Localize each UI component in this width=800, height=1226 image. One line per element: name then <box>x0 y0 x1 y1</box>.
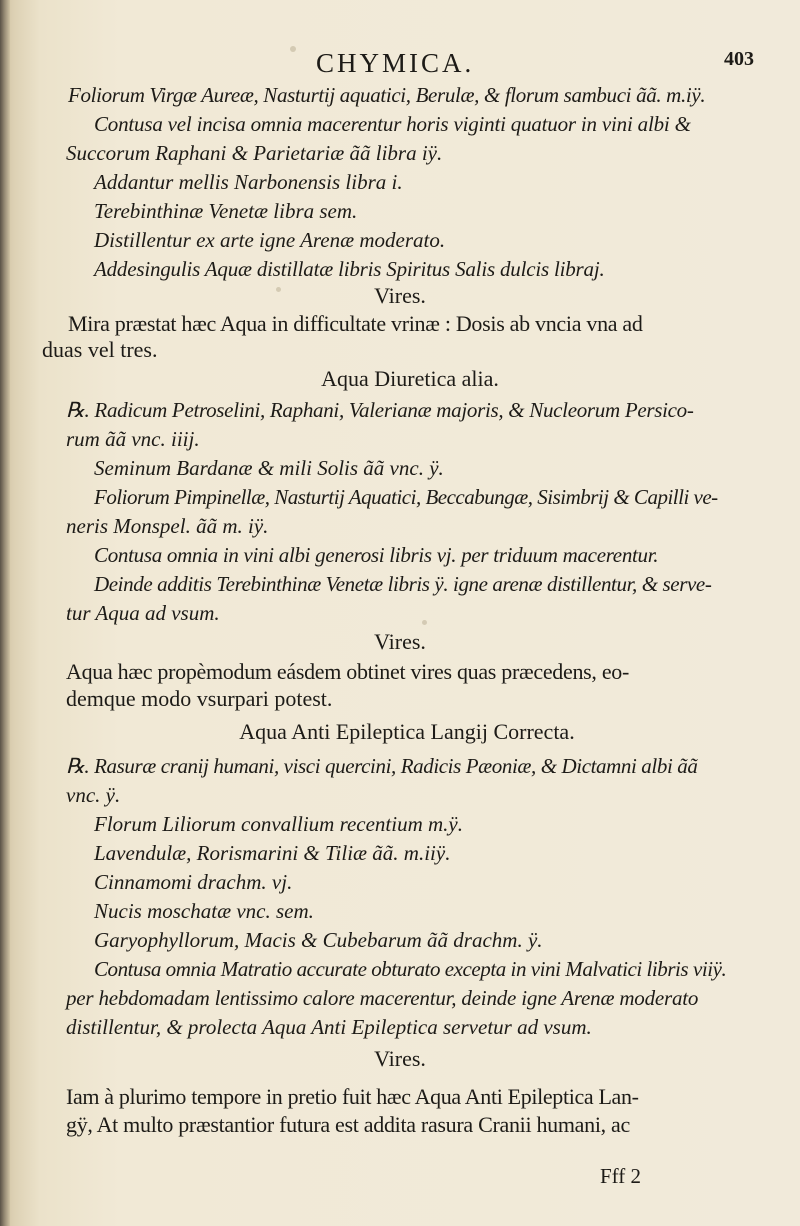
recipe-title: Aqua Diuretica alia. <box>321 366 499 391</box>
recipe3-line: Lavendulæ, Rorismarini & Tiliæ ãã. m.iiÿ. <box>94 841 451 865</box>
recipe2-line: neris Monspel. ãã m. iÿ. <box>66 514 269 538</box>
recipe1-line: Contusa vel incisa omnia macerentur horis viginti quatuor in vini albi & <box>94 112 691 136</box>
recipe2-line: ℞. Radicum Petroselini, Raphani, Valerianæ majoris, & Nucleorum Persico- <box>66 398 694 422</box>
page-number: 403 <box>724 48 754 70</box>
recipe1-line: Addesingulis Aquæ distillatæ libris Spiritus Salis dulcis libraj. <box>94 257 605 281</box>
recipe3-line: Nucis moschatæ vnc. sem. <box>94 899 314 923</box>
recipe1-line: Succorum Raphani & Parietariæ ãã libra iÿ. <box>66 141 443 165</box>
recipe3-line: distillentur, & prolecta Aqua Anti Epileptica servetur ad vsum. <box>66 1015 592 1039</box>
vires-text: Aqua hæc propèmodum eásdem obtinet vires quas præcedens, eo- <box>66 659 630 684</box>
recipe2-line: tur Aqua ad vsum. <box>66 601 220 625</box>
vires-text: demque modo vsurpari potest. <box>66 686 333 711</box>
vires-text: duas vel tres. <box>42 337 158 362</box>
vires-text: gÿ, At multo præstantior futura est addita rasura Cranii humani, ac <box>66 1112 630 1137</box>
vires-text: Iam à plurimo tempore in pretio fuit hæc Aqua Anti Epileptica Lan- <box>66 1084 639 1109</box>
vires-text: Mira præstat hæc Aqua in difficultate vrinæ : Dosis ab vncia vna ad <box>68 311 643 336</box>
vires-heading: Vires. <box>374 629 426 654</box>
recipe3-line: Contusa omnia Matratio accurate obturato excepta in vini Malvatici libris viiÿ. <box>94 957 727 981</box>
recipe3-line: vnc. ÿ. <box>66 783 121 807</box>
recipe3-line: Garyophyllorum, Macis & Cubebarum ãã drachm. ÿ. <box>94 928 543 952</box>
recipe2-line: Foliorum Pimpinellæ, Nasturtij Aquatici, Beccabungæ, Sisimbrij & Capilli ve- <box>94 485 718 509</box>
vires-heading: Vires. <box>374 283 426 308</box>
recipe1-line: Terebinthinæ Venetæ libra sem. <box>94 199 358 223</box>
recipe3-line: Cinnamomi drachm. vj. <box>94 870 293 894</box>
recipe3-line: ℞. Rasuræ cranij humani, visci quercini, Radicis Pæoniæ, & Dictamni albi ãã <box>66 754 698 778</box>
paper-stain <box>422 620 427 625</box>
vires-heading: Vires. <box>374 1046 426 1071</box>
recipe2-line: Seminum Bardanæ & mili Solis ãã vnc. ÿ. <box>94 456 444 480</box>
recipe2-line: Contusa omnia in vini albi generosi libris vj. per triduum macerentur. <box>94 543 659 567</box>
recipe1-line: Addantur mellis Narbonensis libra i. <box>94 170 403 194</box>
recipe-title: Aqua Anti Epileptica Langij Correcta. <box>239 719 575 744</box>
signature-mark: Fff 2 <box>600 1164 642 1188</box>
recipe3-line: Florum Liliorum convallium recentium m.ÿ. <box>94 812 464 836</box>
recipe2-line: Deinde additis Terebinthinæ Venetæ libris ÿ. igne arenæ distillentur, & serve- <box>94 572 712 596</box>
running-title: CHYMICA. <box>316 48 475 78</box>
recipe1-line: Distillentur ex arte igne Arenæ moderato. <box>94 228 446 252</box>
recipe3-line: per hebdomadam lentissimo calore macerentur, deinde igne Arenæ moderato <box>66 986 699 1010</box>
paper-stain <box>290 46 296 52</box>
recipe2-line: rum ãã vnc. iiij. <box>66 427 200 451</box>
book-gutter <box>0 0 10 1226</box>
recipe1-line: Foliorum Virgæ Aureæ, Nasturtij aquatici, Berulæ, & florum sambuci ãã. m.iÿ. <box>68 83 706 107</box>
